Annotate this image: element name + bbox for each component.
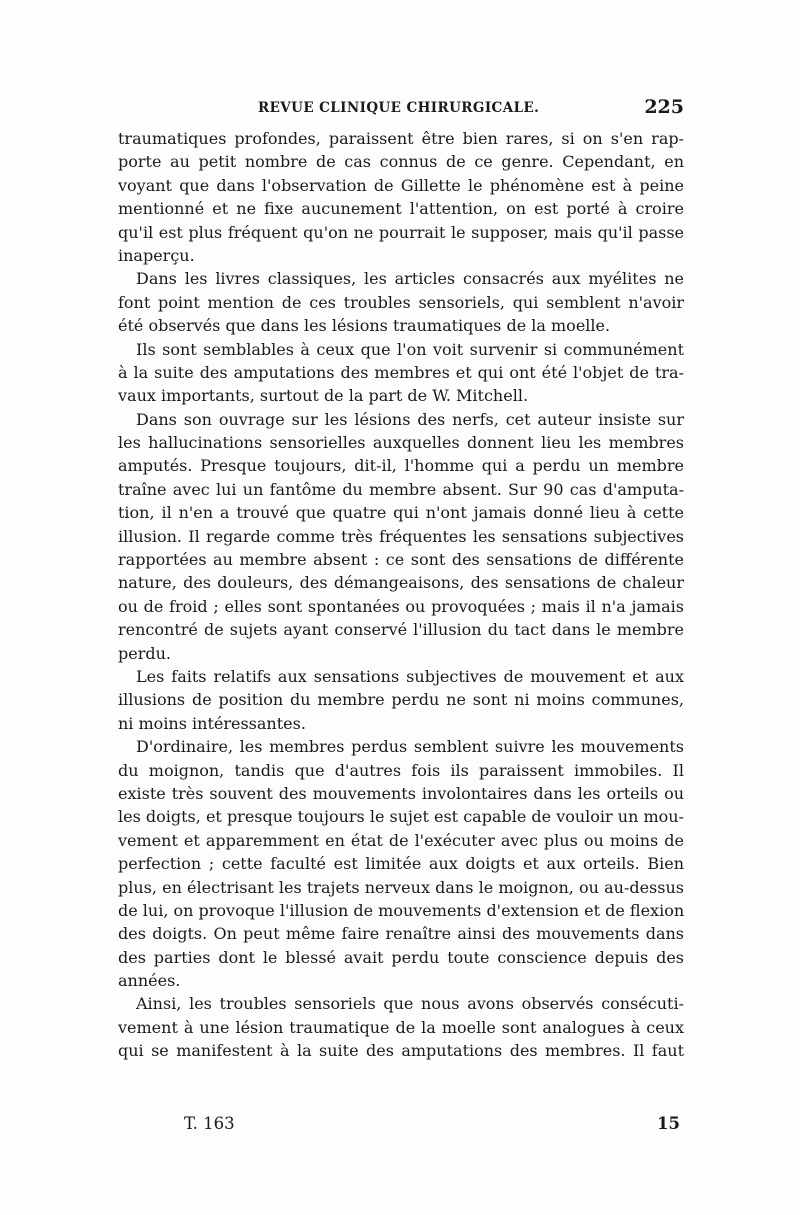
- text-line: ou de froid ; elles sont spontanées ou provoquées ; mais il n'a jamais: [118, 596, 684, 616]
- text-line: vement à une lésion traumatique de la moelle sont analogues à ceux: [118, 1017, 684, 1037]
- text-line: du moignon, tandis que d'autres fois ils paraissent immobiles. Il: [118, 760, 684, 780]
- text-line: été observés que dans les lésions traumatiques de la moelle.: [118, 316, 611, 336]
- text-line: illusion. Il regarde comme très fréquentes les sensations subjectives: [118, 526, 684, 546]
- text-line: les doigts, et presque toujours le sujet est capable de vouloir un mou-: [118, 807, 684, 827]
- text-line: plus, en électrisant les trajets nerveux dans le moignon, ou au-dessus: [118, 877, 684, 897]
- text-line: vement et apparemment en état de l'exécuter avec plus ou moins de: [118, 830, 684, 850]
- text-line: rapportées au membre absent : ce sont des sensations de différente: [118, 550, 684, 570]
- text-line: Dans son ouvrage sur les lésions des nerfs, cet auteur insiste sur: [136, 409, 684, 429]
- text-line: perdu.: [118, 643, 171, 663]
- body-text: [118, 127, 684, 1063]
- text-line: porte au petit nombre de cas connus de ce genre. Cependant, en: [118, 152, 684, 172]
- text-line: Ainsi, les troubles sensoriels que nous avons observés consécuti-: [136, 994, 684, 1014]
- text-line: les hallucinations sensorielles auxquelles donnent lieu les membres: [118, 433, 684, 453]
- text-line: des parties dont le blessé avait perdu toute conscience depuis des: [118, 947, 684, 967]
- text-line: à la suite des amputations des membres et qui ont été l'objet de tra-: [118, 362, 684, 382]
- text-line: tion, il n'en a trouvé que quatre qui n'ont jamais donné lieu à cette: [118, 503, 684, 523]
- text-line: font point mention de ces troubles sensoriels, qui semblent n'avoir: [118, 292, 684, 312]
- running-title: REVUE CLINIQUE CHIRURGICALE.: [258, 100, 540, 116]
- text-line: traumatiques profondes, paraissent être bien rares, si on s'en rap-: [118, 129, 684, 148]
- text-line: qu'il est plus fréquent qu'on ne pourrait le supposer, mais qu'il passe: [118, 222, 684, 242]
- signature-mark: T. 163: [184, 1114, 235, 1133]
- page-number: 225: [644, 96, 684, 118]
- text-line: rencontré de sujets ayant conservé l'illusion du tact dans le membre: [118, 620, 684, 640]
- text-line: Dans les livres classiques, les articles consacrés aux myélites ne: [136, 269, 684, 289]
- text-line: mentionné et ne fixe aucunement l'attention, on est porté à croire: [118, 199, 684, 219]
- text-line: Les faits relatifs aux sensations subjectives de mouvement et aux: [136, 666, 684, 686]
- text-line: perfection ; cette faculté est limitée aux doigts et aux orteils. Bien: [118, 854, 684, 874]
- text-line: D'ordinaire, les membres perdus semblent suivre les mouvements: [136, 737, 684, 757]
- text-line: amputés. Presque toujours, dit-il, l'homme qui a perdu un membre: [118, 456, 684, 476]
- running-head: [118, 96, 684, 122]
- text-line: de lui, on provoque l'illusion de mouvements d'extension et de flexion: [118, 900, 684, 920]
- text-line: années.: [118, 971, 181, 991]
- text-line: des doigts. On peut même faire renaître ainsi des mouvements dans: [118, 924, 684, 944]
- text-line: inaperçu.: [118, 245, 195, 265]
- text-line: Ils sont semblables à ceux que l'on voit survenir si communément: [136, 339, 684, 359]
- text-line: illusions de position du membre perdu ne sont ni moins communes,: [118, 690, 684, 710]
- text-line: nature, des douleurs, des démangeaisons, des sensations de chaleur: [118, 573, 684, 593]
- text-line: vaux importants, surtout de la part de W. Mitchell.: [118, 386, 529, 406]
- sheet-number: 15: [657, 1114, 680, 1133]
- text-line: ni moins intéressantes.: [118, 713, 306, 733]
- text-line: voyant que dans l'observation de Gillette le phénomène est à peine: [118, 175, 684, 195]
- page-footer: [118, 1110, 684, 1136]
- text-line: existe très souvent des mouvements involontaires dans les orteils ou: [118, 783, 684, 803]
- text-line: traîne avec lui un fantôme du membre absent. Sur 90 cas d'amputa-: [118, 479, 684, 499]
- text-line: qui se manifestent à la suite des amputations des membres. Il faut: [118, 1041, 684, 1061]
